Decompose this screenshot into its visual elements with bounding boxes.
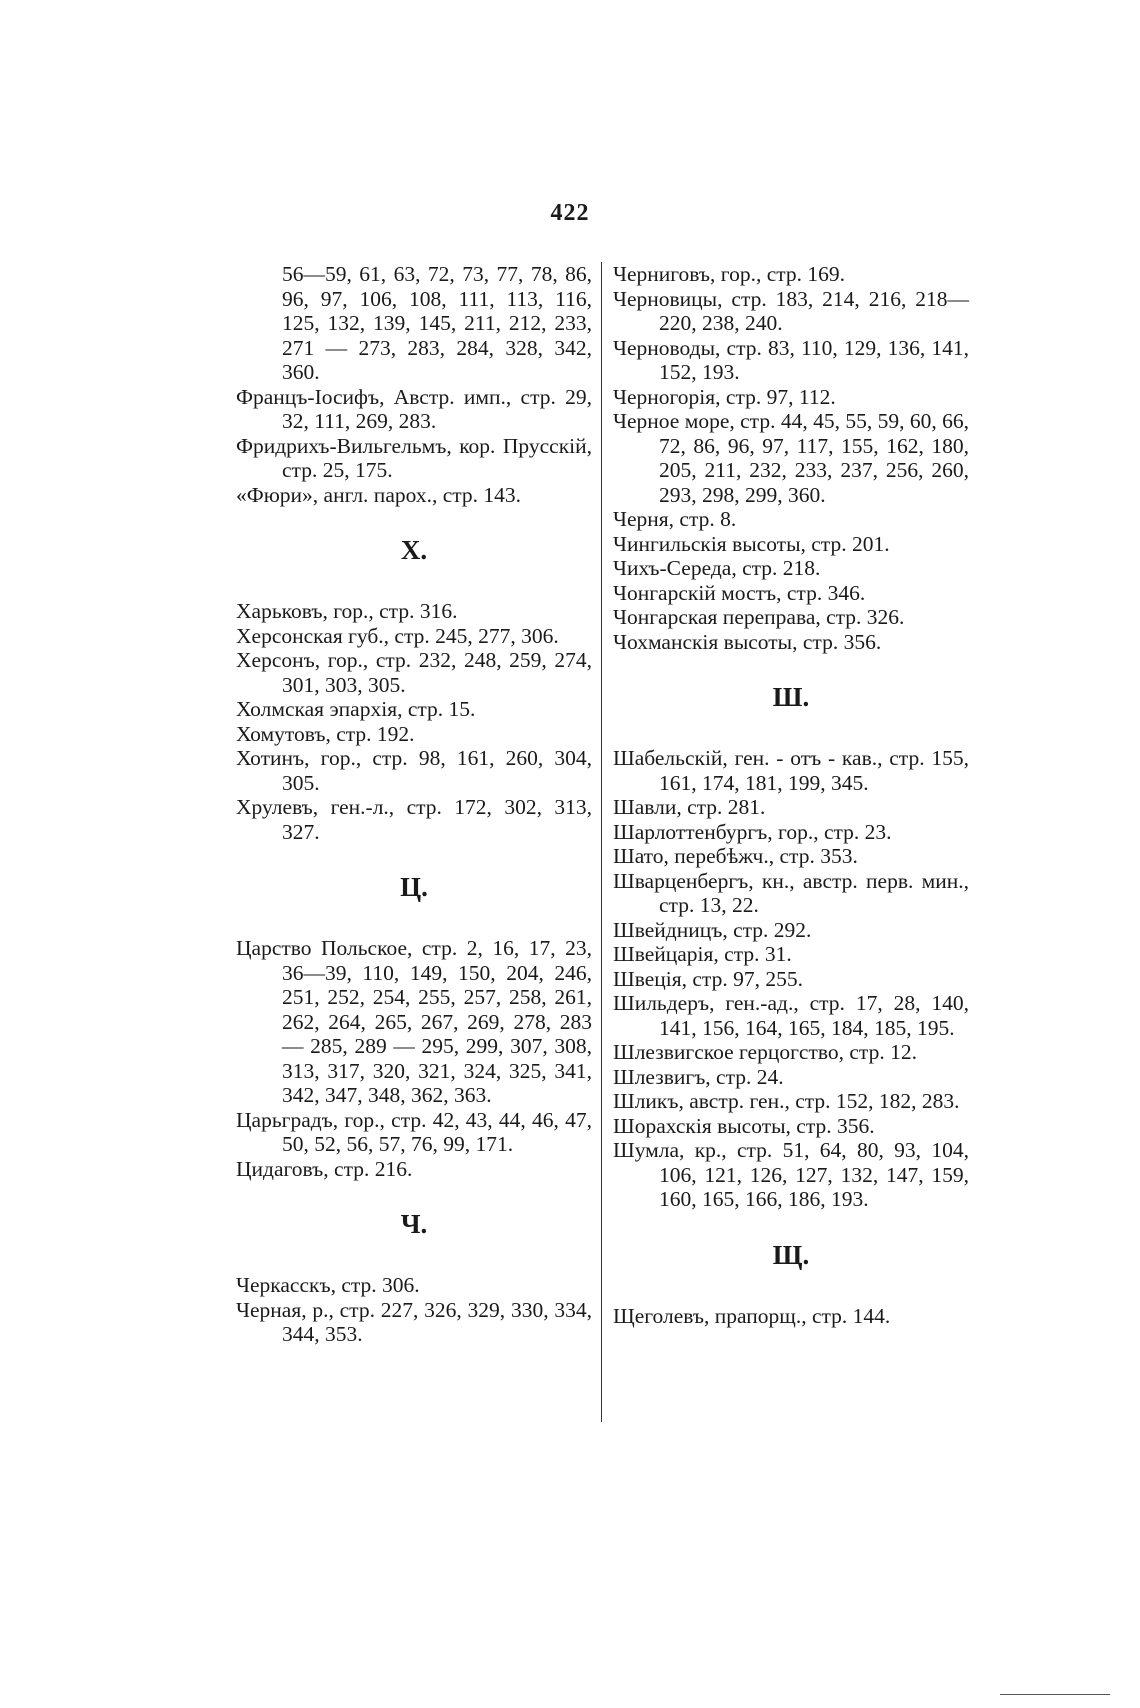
index-entry: Францъ-Іосифъ, Австр. имп., стр. 29, 32, 111, 269, 283. [236,384,592,433]
index-entry: Шумла, кр., стр. 51, 64, 80, 93, 104, 106, 121, 126, 127, 132, 147, 159, 160, 165, 166, 186, 193. [613,1138,969,1211]
index-entry: Шабельскій, ген. - отъ - кав., стр. 155, 161, 174, 181, 199, 345. [613,746,969,795]
index-entry: Царьградъ, гор., стр. 42, 43, 44, 46, 47, 50, 52, 56, 57, 76, 99, 171. [236,1107,592,1156]
index-entry: Черная, р., стр. 227, 326, 329, 330, 334, 344, 353. [236,1297,592,1346]
right-column [613,262,969,1328]
index-entry: Цидаговъ, стр. 216. [236,1156,413,1181]
index-entry: Шлезвигъ, стр. 24. [613,1064,784,1089]
index-entry-continuation: 56—59, 61, 63, 72, 73, 77, 78, 86, 96, 97, 106, 108, 111, 113, 116, 125, 132, 139, 145, 211, 212, 233, 271 — 273, 283, 284, 328, 342, 360. [282,262,592,384]
index-entry: Швейцарія, стр. 31. [613,942,792,966]
index-entry: Чихъ-Середа, стр. 218. [613,556,821,580]
index-entry: Шато, перебѣжч., стр. 353. [613,844,858,868]
index-entry: Херсонская губ., стр. 245, 277, 306. [236,623,559,648]
index-entry: Чингильскія высоты, стр. 201. [613,531,890,556]
index-entry: Шарлоттенбургъ, гор., стр. 23. [613,819,892,844]
section-heading-sh: Ш. [772,682,810,712]
index-entry: «Фюри», англ. парох., стр. 143. [236,482,522,507]
index-entry: Черноводы, стр. 83, 110, 129, 136, 141, 152, 193. [613,335,969,384]
index-entry: Шорахскія высоты, стр. 356. [613,1113,875,1138]
index-entry: Черновицы, стр. 183, 214, 216, 218—220, 238, 240. [613,286,969,335]
index-entry: Хотинъ, гор., стр. 98, 161, 260, 304, 305. [236,746,592,795]
index-entry: Черня, стр. 8. [613,507,737,531]
index-entry: Шлезвигское герцогство, стр. 12. [613,1040,917,1064]
left-column [236,262,592,1347]
index-entry: Шавли, стр. 281. [613,795,766,819]
index-entry: Хрулевъ, ген.-л., стр. 172, 302, 313, 327. [236,795,592,844]
page-number: 422 [550,200,590,226]
index-entry: Черкасскъ, стр. 306. [236,1273,420,1297]
index-entry: Царство Польское, стр. 2, 16, 17, 23, 36—39, 110, 149, 150, 204, 246, 251, 252, 254, 255, 257, 258, 261, 262, 264, 265, 267, 269, 278, 283 — 285, 289 — 295, 299, 307, 308, 313, 317, 320, 321, 324, 325, 341, 342, 347, 348, 362, 363. [236,936,592,1107]
section-heading-kh: Х. [400,535,428,565]
index-entry: Черное море, стр. 44, 45, 55, 59, 60, 66, 72, 86, 96, 97, 117, 155, 162, 180, 205, 211, 232, 233, 237, 256, 260, 293, 298, 299, 360. [613,409,969,507]
index-entry: Фридрихъ-Вильгельмъ, кор. Прусскій, стр. 25, 175. [236,433,592,482]
index-entry: Шварценбергъ, кн., австр. перв. мин., стр. 13, 22. [613,868,969,917]
index-entry: Щеголевъ, прапорщ., стр. 144. [613,1303,891,1328]
index-entry: Чонгарская переправа, стр. 326. [613,605,905,629]
index-entry: Черниговъ, гор., стр. 169. [613,262,846,286]
section-heading-shch: Щ. [772,1239,810,1270]
index-entry: Шильдеръ, ген.-ад., стр. 17, 28, 140, 141, 156, 164, 165, 184, 185, 195. [613,991,969,1040]
bottom-rule [1000,1694,1110,1695]
index-entry: Чонгарскій мостъ, стр. 346. [613,580,866,605]
section-heading-ts: Ц. [400,872,428,902]
index-entry: Чохманскія высоты, стр. 356. [613,629,882,654]
section-heading-ch: Ч. [400,1209,428,1239]
index-entry: Харьковъ, гор., стр. 316. [236,599,458,623]
column-divider [601,262,602,1422]
index-entry: Холмская эпархія, стр. 15. [236,697,476,721]
index-entry: Швеція, стр. 97, 255. [613,966,803,991]
index-entry: Хомутовъ, стр. 192. [236,721,415,746]
index-entry: Херсонъ, гор., стр. 232, 248, 259, 274, 301, 303, 305. [236,648,592,697]
index-entry: Швейдницъ, стр. 292. [613,917,812,942]
index-entry: Шликъ, австр. ген., стр. 152, 182, 283. [613,1089,960,1113]
index-entry: Черногорія, стр. 97, 112. [613,384,836,409]
